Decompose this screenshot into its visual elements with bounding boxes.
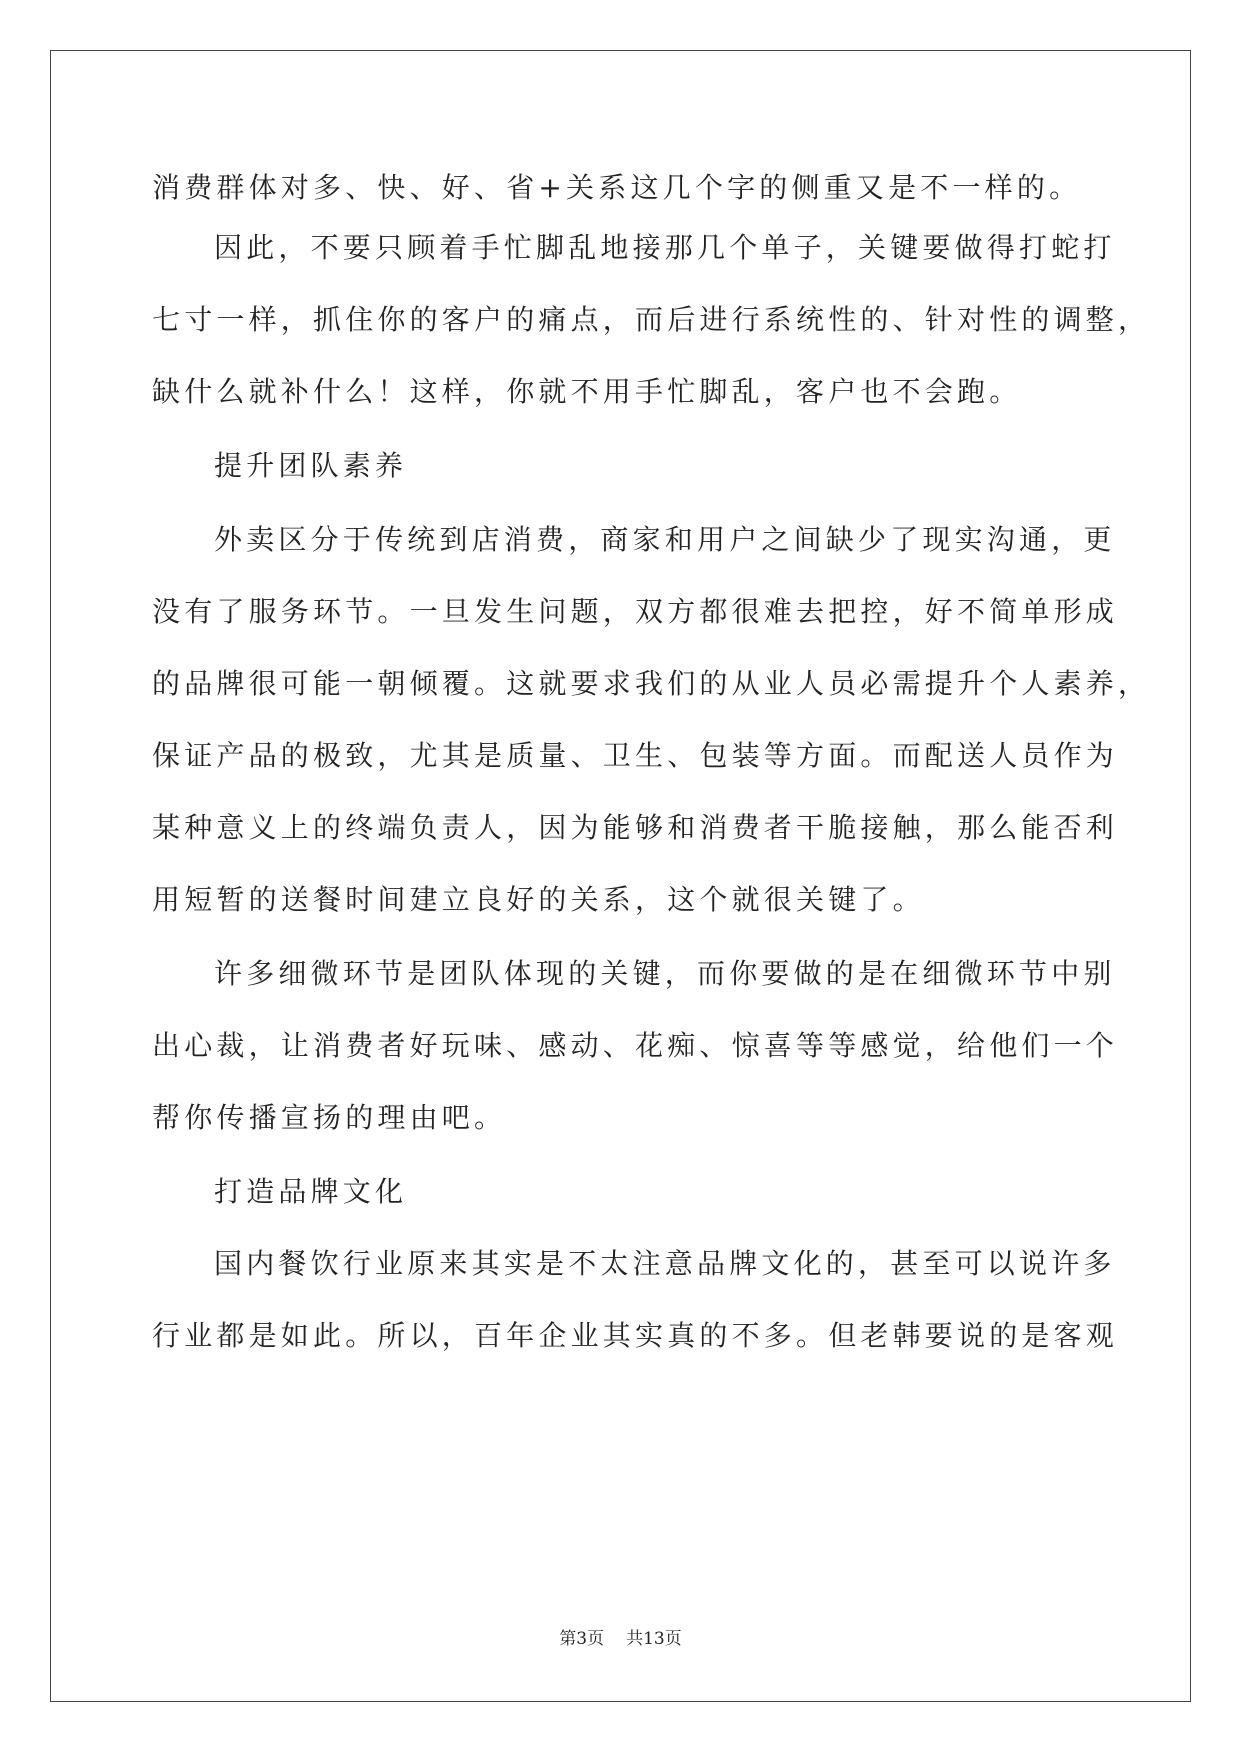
section-heading: 提升团队素养: [214, 449, 408, 482]
page-total: 共13页: [626, 1629, 682, 1649]
section-heading: 打造品牌文化: [214, 1175, 408, 1208]
text-line: 保证产品的极致，尤其是质量、卫生、包装等方面。而配送人员作为: [152, 739, 1119, 772]
text-line: 七寸一样，抓住你的客户的痛点，而后进行系统性的、针对性的调整，: [152, 303, 1151, 336]
text-line: 某种意义上的终端负责人，因为能够和消费者干脆接触，那么能否利: [152, 811, 1119, 844]
text-line: 因此，不要只顾着手忙脚乱地接那几个单子，关键要做得打蛇打: [214, 231, 1116, 264]
text-line: 外卖区分于传统到店消费，商家和用户之间缺少了现实沟通，更: [214, 523, 1116, 556]
text-line: 出心裁，让消费者好玩味、感动、花痴、惊喜等等感觉，给他们一个: [152, 1029, 1119, 1062]
text-line: 帮你传播宣扬的理由吧。: [152, 1101, 507, 1134]
text-line: 的品牌很可能一朝倾覆。这就要求我们的从业人员必需提升个人素养，: [152, 667, 1151, 700]
text-line: 没有了服务环节。一旦发生问题，双方都很难去把控，好不简单形成: [152, 595, 1119, 628]
text-line: 许多细微环节是团队体现的关键，而你要做的是在细微环节中别: [214, 957, 1116, 990]
text-line: 消费群体对多、快、好、省+关系这几个字的侧重又是不一样的。: [152, 171, 1082, 204]
text-line: 缺什么就补什么！这样，你就不用手忙脚乱，客户也不会跑。: [152, 375, 1022, 408]
text-line: 国内餐饮行业原来其实是不太注意品牌文化的，甚至可以说许多: [214, 1247, 1116, 1280]
text-line: 行业都是如此。所以，百年企业其实真的不多。但老韩要说的是客观: [152, 1319, 1119, 1352]
page-number: 第3页: [559, 1629, 605, 1649]
page-border: [50, 50, 1191, 1702]
text-line: 用短暂的送餐时间建立良好的关系，这个就很关键了。: [152, 883, 925, 916]
page-footer: [0, 1628, 1241, 1650]
